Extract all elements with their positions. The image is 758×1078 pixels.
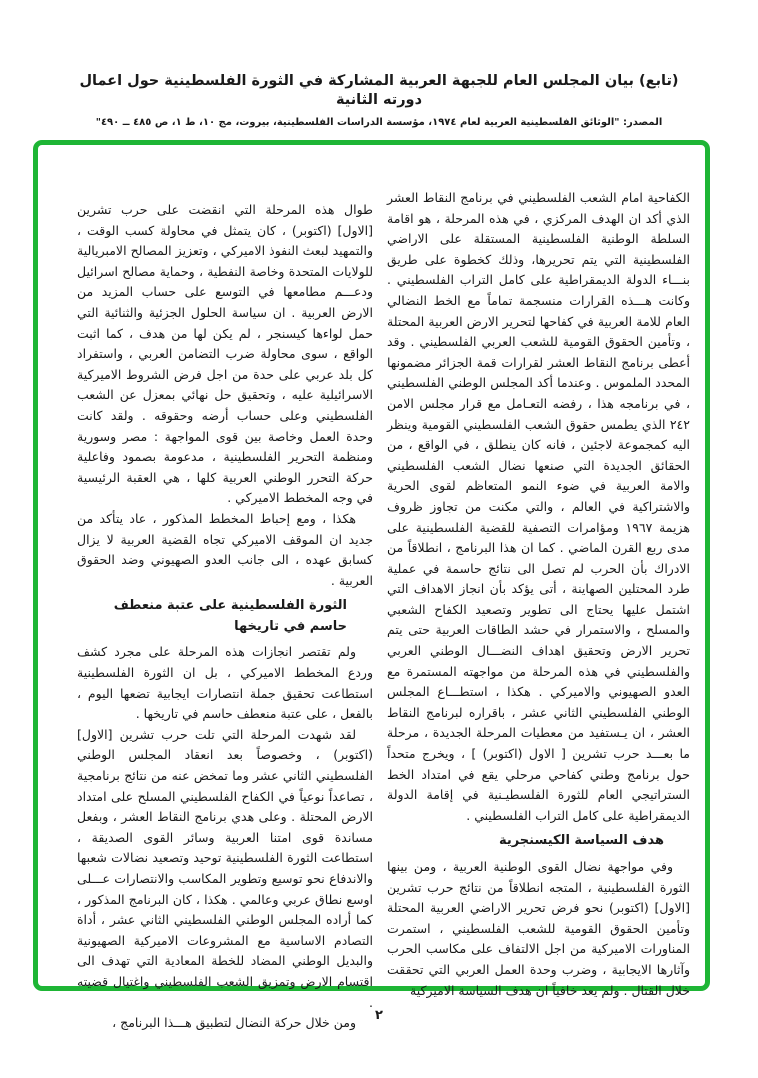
paragraph: هكذا ، ومع إحباط المخطط المذكور ، عاد يتأكد من جديد ان الموقف الاميركي تجاه القضية العربية لا يزال كسابق عهده ، الى جانب العدو الصهيوني وضد الحقوق العربية . <box>77 510 373 588</box>
text-column-left <box>77 200 373 1034</box>
paragraph: ومن خلال حركة النضال لتطبيق هـــذا البرنامج ، <box>112 1015 356 1031</box>
page-number: ٢ <box>375 1008 383 1023</box>
document-title: (تابع) بيان المجلس العام للجبهة العربية المشاركة في الثورة الفلسطينية حول اعمال دورته الثانية <box>79 73 679 108</box>
paragraph: الكفاحية امام الشعب الفلسطيني في برنامج النقاط العشر الذي أكد ان الهدف المركزي ، في هذه المرحلة ، هو اقامة السلطة الوطنية الفلسطينية المستقلة على الاراضي الفلسطينية التي يتم تحريرها، وذلك كخطوة على طريق بنـــاء الدولة الديمقراطية على كامل التراب الفلسطيني . وكانت هـــذه القرارات منسجمة تماماً مع الخط النضالي العام للامة العربية في كفاحها لتحرير الارض العربية المحتلة ، وتأمين الحقوق القومية للشعب العربي الفلسطيني . وقد أعطى برنامج النقاط العشر لقرارات قمة الجزائر مضمونها المحدد الملموس . وعندما أكد المجلس الوطني الفلسطيني ، في برنامجه هذا ، رفضه التعـامل مع قرار مجلس الامن ٢٤٢ الذي يطمس حقوق الشعب الفلسطيني القومية وينظر اليه كمجموعة لاجئين ، فانه كان ينطلق ، في الواقع ، من الحقائق الجديدة التي صنعها نضال الشعب الفلسطيني والامة العربية في ضوء النمو المتعاظم لقوى الحرية والاشتراكية في العالم ، والتي مكنت من تجاوز ظروف هزيمة ١٩٦٧ ومؤامرات التصفية للقضية الفلسطينية على مدى ربع القرن الماضي . كما ان هذا البرنامج ، انطلاقاً من الادراك بأن الحرب لم تصل الى نتائج حاسمة في عملية طرد المحتلين الصهاينة ، أتى يؤكد بأن انجاز الاهداف التي اشتمل عليها يحتاج الى تطوير وتصعيد الكفاح الشعبي والمسلح ، والاستمرار في حشد الطاقات العربية حتى يتم تحرير الارض وتحقيق اهداف النضـــال الوطني العربي والفلسطيني في هذه المرحلة من مواجهته المستمرة مع العدو الصهيوني والاميركي . هكذا ، استطـــاع المجلس الوطني الفلسطيني الثاني عشر ، باقراره لبرنامج النقاط العشر ، ان يـستفيد من معطيات المرحلة الجديدة ، مرحلة ما بعـــد حرب تشرين [ الاول (اكتوبر) ] ، ويخرج متحداً حول برنامج وطني كفاحي مرحلي يقع في امتداد الخط الستراتيجي العام للثورة الفلسطيـنية في إقامة الدولة الديمقراطية على كامل التراب الفلسطيني . <box>387 190 690 823</box>
paragraph: لقد شهدت المرحلة التي تلت حرب تشرين [الاول] (اكتوبر) ، وخصوصاً بعد انعقاد المجلس الوطني الفلسطيني الثاني عشر وما تمخض عنه من نتائج برنامجية ، تصاعداً نوعياً في الكفاح الفلسطيني المسلح على امتداد الارض المحتلة . وعلى هدي برنامج النقاط العشر ، وبفعل مساندة قوى امتنا العربية وسائر القوى الصديقة ، استطاعت الثورة الفلسطينية توحيد وتصعيد نضالات شعبها والاندفاع نحو توسيع وتطوير المكاسب والانتصارات عـــلى اوسع نطاق عربي وعالمي . هكذا ، كان البرنامج المذكور ، كما أراده المجلس الوطني الفلسطيني الثاني عشر ، أداة التصادم الاساسية مع المشروعات الاميركية الصهيونية والبديل الوطني المضاد للخطة المعادية التي تهدف الى اقتسام الارض وتمزيق الشعب الفلسطيني واغتيال قضيته . <box>77 726 373 1010</box>
section-heading-revolution-turning-point: الثورة الفلسطينية على عتبة منعطف حاسم في تاريخها <box>113 598 347 634</box>
paragraph: ولم تقتصر انجازات هذه المرحلة على مجرد كشف وردع المخطط الاميركي ، بل ان الثورة الفلسطينية استطاعت تحقيق جملة انتصارات ايجابية تضعها اليوم ، بالفعل ، على عتبة منعطف حاسم في تاريخها . <box>77 644 373 722</box>
document-header <box>0 72 758 128</box>
text-column-right <box>387 188 690 1001</box>
section-heading-kissinger-policy: هدف السياسة الكيسنجرية <box>498 833 664 849</box>
source-citation: المصدر: "الوثائق الفلسطينية العربية لعام ١٩٧٤، مؤسسة الدراسات الفلسطينية، بيروت، مج ١٠، ط ١، ص ٤٨٥ ــ ٤٩٠" <box>95 116 663 128</box>
paragraph: وفي مواجهة نضال القوى الوطنية العربية ، ومن بينها الثورة الفلسطينية ، المتجه انطلاقاً من نتائج حرب تشرين [الاول] (اكتوبر) نحو فرض تحرير الاراضي العربية المحتلة وتأمين الحقوق القومية للشعب الفلسطيني ، استمرت المناورات الاميركية من اجل الالتفاف على مكاسب الحرب وآثارها الايجابية ، وضرب وحدة العمل العربي التي تحققت خلال القتال . ولم يعد خافياً ان هدف السياسة الاميركية <box>387 859 690 998</box>
paragraph: طوال هذه المرحلة التي انقضت على حرب تشرين [الاول] (اكتوبر) ، كان يتمثل في محاولة كسب الوقت ، والتمهيد لبعث النفوذ الاميركي ، وتعزيز المصالح الامبريالية للولايات المتحدة وخاصة النفطية ، وحماية مصالح اسرائيل ودعـــم مطامعها في التوسع على حساب المزيد من الارض العربية . ان سياسة الحلول الجزئية والثنائية التي حمل لواءها كيسنجر ، لم يكن لها من هدف ، كما اثبت الواقع ، سوى محاولة ضرب التضامن العربي ، واستفراد كل بلد عربي على حدة من اجل فرض الشروط الاميركية الاسرائيلية عليه ، وتحقيق حل نهائي بمعزل عن الشعب الفلسطيني وعلى حساب أرضه وحقوقه . ولقد كانت وحدة العمل وخاصة بين قوى المواجهة : مصر وسورية ومنظمة التحرير الفلسطينية ، مدعومة بصمود وفاعلية حركة التحرر الوطني العربية كلها ، هي العقبة الرئيسية في وجه المخطط الاميركي . <box>77 202 373 506</box>
